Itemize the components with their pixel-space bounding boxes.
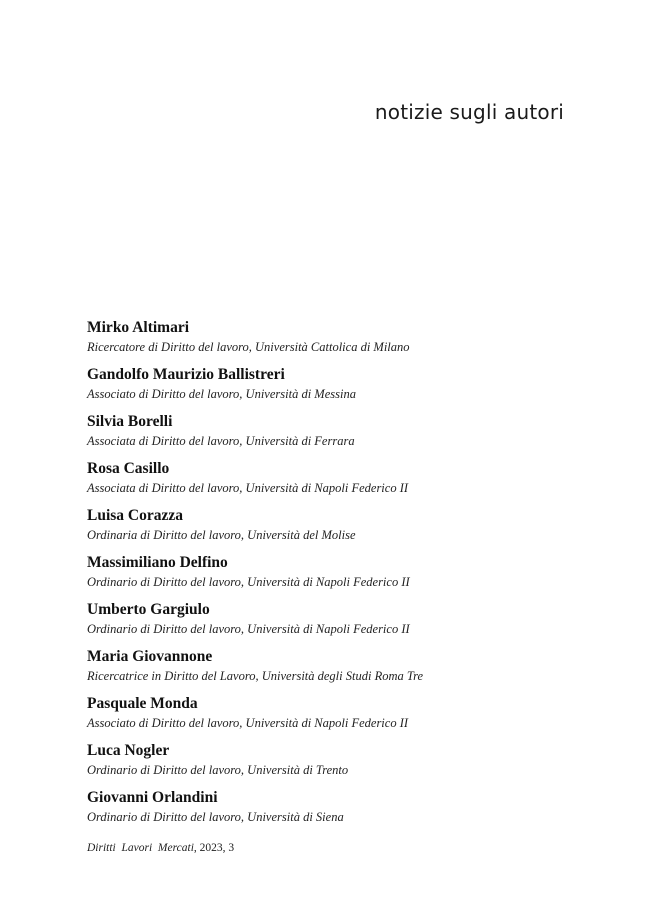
author-entry: [87, 318, 567, 365]
author-affiliation: Ordinario di Diritto del lavoro, Università di Trento: [87, 763, 349, 777]
author-name: Rosa Casillo: [87, 460, 170, 477]
author-name: Giovanni Orlandini: [87, 789, 218, 806]
page-footer: [87, 842, 234, 854]
author-name: Silvia Borelli: [87, 413, 173, 430]
author-entry: [87, 694, 567, 741]
author-name: Pasquale Monda: [87, 695, 198, 712]
author-entry: [87, 741, 567, 788]
author-entry: [87, 459, 567, 506]
journal-name: Diritti Lavori Mercati: [87, 842, 194, 854]
author-name: Massimiliano Delfino: [87, 554, 228, 571]
section-title: notizie sugli autori: [374, 100, 564, 124]
author-entry: [87, 412, 567, 459]
journal-issue: , 2023, 3: [193, 842, 235, 854]
author-affiliation: Associato di Diritto del lavoro, Università di Napoli Federico II: [87, 716, 409, 730]
authors-list: [87, 318, 567, 835]
author-entry: [87, 506, 567, 553]
author-entry: [87, 365, 567, 412]
author-affiliation: Ordinaria di Diritto del lavoro, Università del Molise: [87, 528, 356, 542]
author-entry: [87, 553, 567, 600]
author-affiliation: Ordinario di Diritto del lavoro, Università di Napoli Federico II: [87, 622, 410, 636]
author-affiliation: Associata di Diritto del lavoro, Università di Napoli Federico II: [87, 481, 409, 495]
author-name: Gandolfo Maurizio Ballistreri: [87, 366, 285, 383]
author-entry: [87, 788, 567, 835]
author-name: Luisa Corazza: [87, 507, 184, 524]
author-name: Mirko Altimari: [87, 319, 190, 336]
author-affiliation: Associata di Diritto del lavoro, Università di Ferrara: [87, 434, 355, 448]
author-entry: [87, 600, 567, 647]
author-affiliation: Ricercatore di Diritto del lavoro, Università Cattolica di Milano: [87, 340, 410, 354]
author-name: Maria Giovannone: [87, 648, 213, 665]
author-name: Luca Nogler: [87, 742, 170, 759]
author-affiliation: Ordinario di Diritto del lavoro, Università di Napoli Federico II: [87, 575, 410, 589]
author-name: Umberto Gargiulo: [87, 601, 210, 618]
author-affiliation: Ricercatrice in Diritto del Lavoro, Università degli Studi Roma Tre: [87, 669, 424, 683]
author-affiliation: Associato di Diritto del lavoro, Università di Messina: [87, 387, 356, 401]
author-entry: [87, 647, 567, 694]
author-affiliation: Ordinario di Diritto del lavoro, Università di Siena: [87, 810, 344, 824]
